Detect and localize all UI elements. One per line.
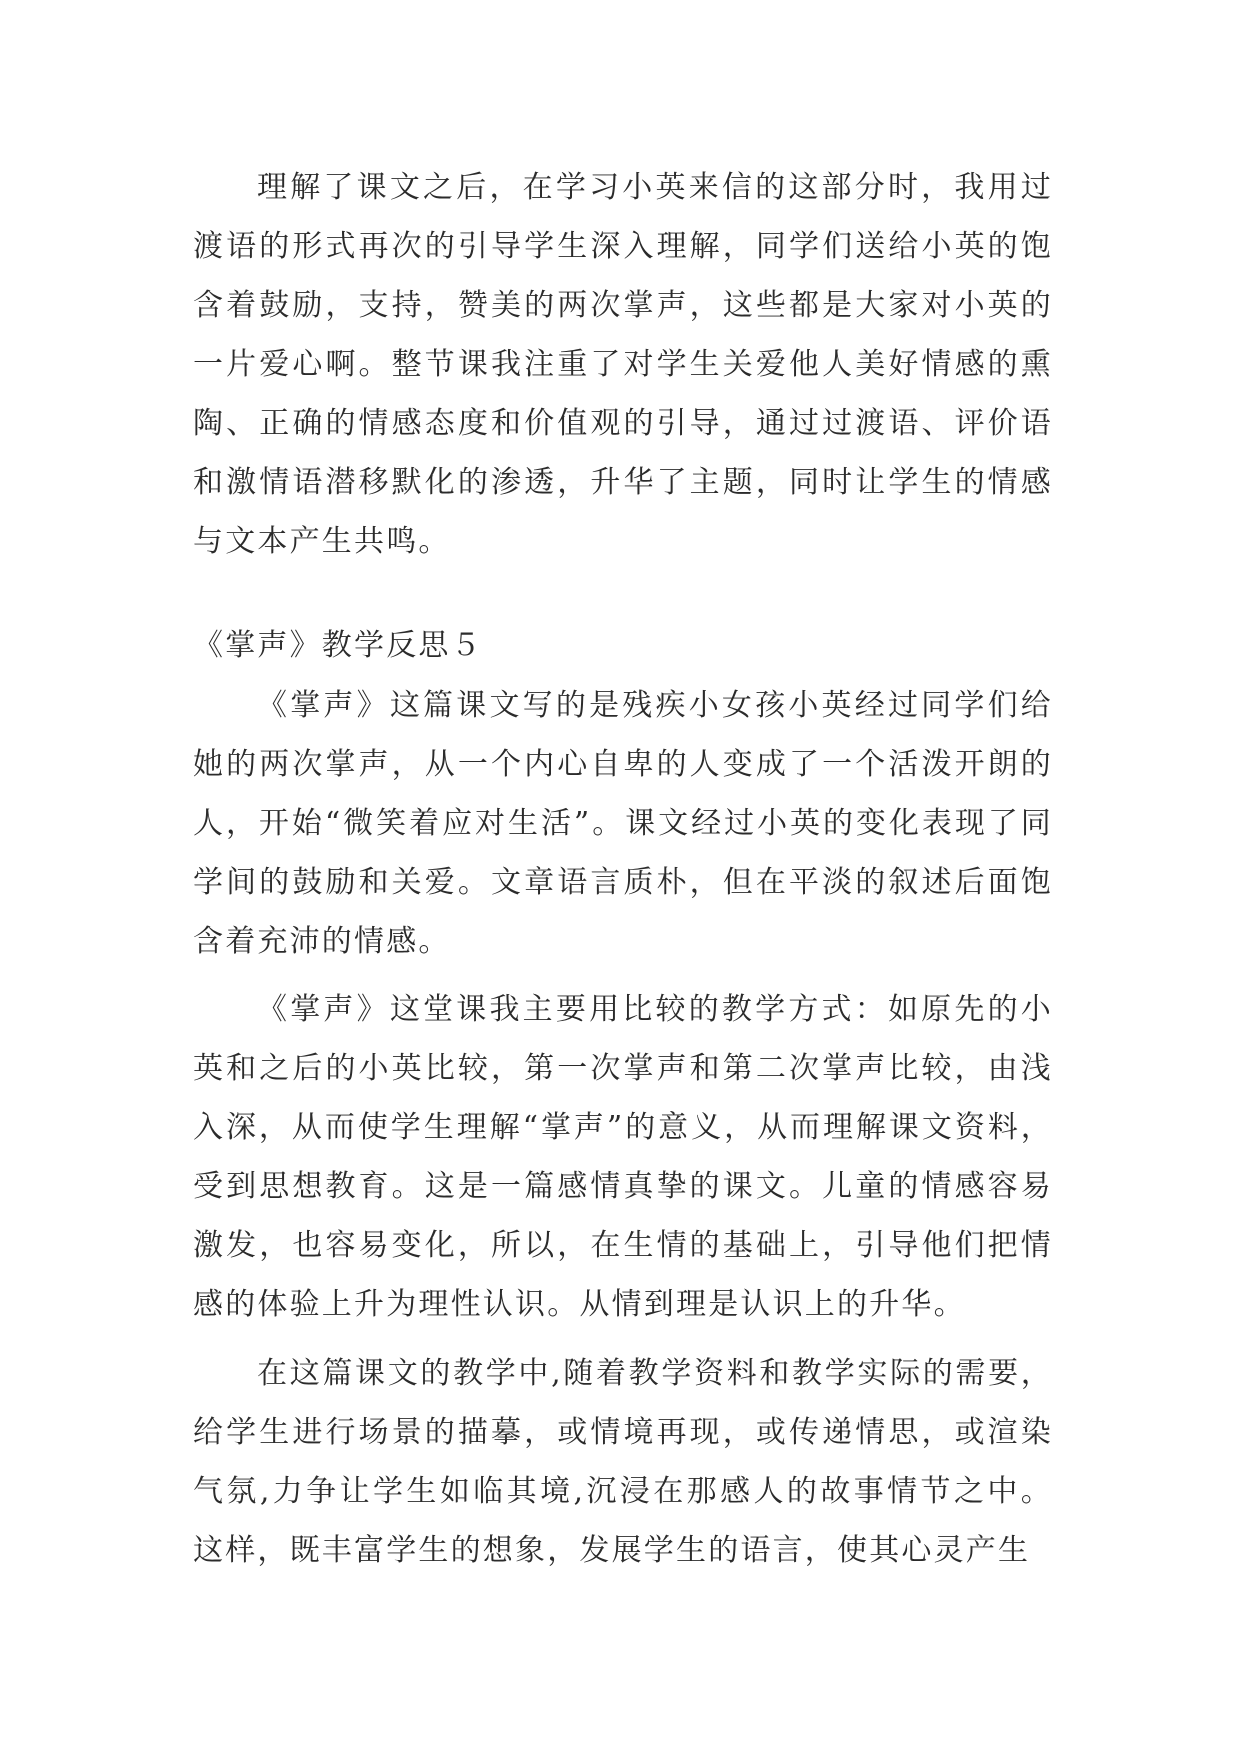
body-paragraph: 理解了课文之后，在学习小英来信的这部分时，我用过渡语的形式再次的引导学生深入理解，同学们送给小英的饱含着鼓励，支持，赞美的两次掌声，这些都是大家对小英的一片爱心啊。整节课我注重了对学生关爱他人美好情感的熏陶、正确的情感态度和价值观的引导，通过过渡语、评价语和激情语潜移默化的渗透，升华了主题，同时让学生的情感与文本产生共鸣。 [193, 170, 1053, 559]
body-paragraph: 在这篇课文的教学中,随着教学资料和教学实际的需要，给学生进行场景的描摹，或情境再现，或传递情思，或渲染气氛,力争让学生如临其境,沉浸在那感人的故事情节之中。这样，既丰富学生的想象，发展学生的语言，使其心灵产生 [193, 1356, 1053, 1568]
document-page [193, 0, 1053, 1754]
paragraph-block [193, 1344, 1053, 1580]
paragraph-block [193, 158, 1053, 571]
body-paragraph: 《掌声》这篇课文写的是残疾小女孩小英经过同学们给她的两次掌声，从一个内心自卑的人变成了一个活泼开朗的人，开始“微笑着应对生活”。课文经过小英的变化表现了同学间的鼓励和关爱。文章语言质朴，但在平淡的叙述后面饱含着充沛的情感。 [193, 688, 1053, 959]
paragraph-block [193, 676, 1053, 971]
body-paragraph: 《掌声》这堂课我主要用比较的教学方式：如原先的小英和之后的小英比较，第一次掌声和第二次掌声比较，由浅入深，从而使学生理解“掌声”的意义，从而理解课文资料，受到思想教育。这是一篇感情真挚的课文。儿童的情感容易激发，也容易变化，所以，在生情的基础上，引导他们把情感的体验上升为理性认识。从情到理是认识上的升华。 [193, 992, 1053, 1322]
section-title: 《掌声》教学反思５ [193, 628, 483, 663]
section-title-block [193, 616, 1053, 675]
paragraph-block [193, 980, 1053, 1334]
